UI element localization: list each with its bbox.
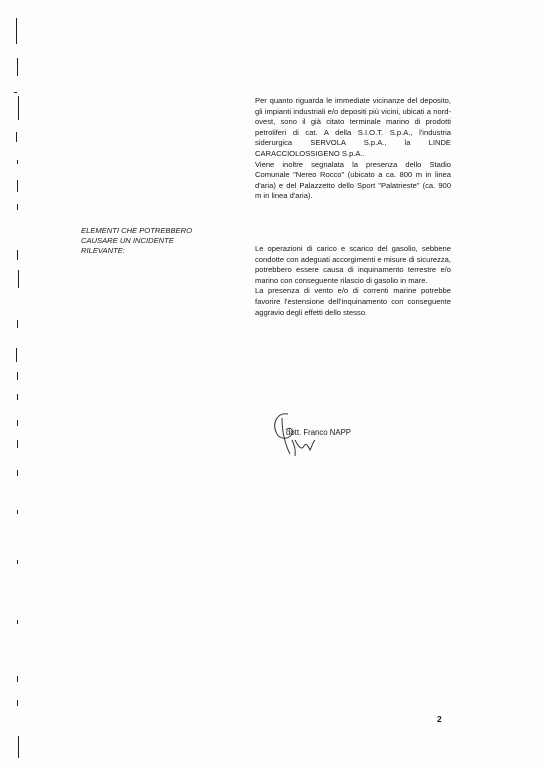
incident-description bbox=[255, 244, 451, 318]
signatory-name: dott. Franco NAPP bbox=[286, 428, 352, 437]
vicinity-description bbox=[255, 96, 451, 202]
scan-edge-marks bbox=[0, 0, 30, 768]
section-label-line: ELEMENTI CHE POTREBBERO bbox=[81, 226, 192, 235]
section-label-line: CAUSARE UN INCIDENTE bbox=[81, 236, 174, 245]
section-label-line: RILEVANTE: bbox=[81, 246, 125, 255]
vicinity-paragraph-1: Per quanto riguarda le immediate vicinanze del deposito, gli impianti industriali e/o depositi più vicini, ubicati a nord-ovest, sono il già citato terminale marino di prodotti petroliferi di cat. A della S.I.O.T. S.p.A., l'industria siderurgica SERVOLA S.p.A., la LINDE CARACCIOLOSSIGENO S.p.A.. bbox=[255, 96, 451, 158]
incident-paragraph-1: Le operazioni di carico e scarico del gasolio, sebbene condotte con adeguati accorgimenti e misure di sicurezza, potrebbero essere causa di inquinamento terrestre e/o marino con conseguente rilascio di gasolio in mare. bbox=[255, 244, 451, 285]
vicinity-paragraph-2: Viene inoltre segnalata la presenza dello Stadio Comunale "Nereo Rocco" (ubicato a ca. 800 m in linea d'aria) e del Palazzetto dello Sport "Palatrieste" (ca. 900 m in linea d'aria). bbox=[255, 159, 451, 201]
page-number: 2 bbox=[437, 714, 442, 724]
section-label-incident-elements bbox=[81, 226, 221, 256]
incident-paragraph-2: La presenza di vento e/o di correnti marine potrebbe favorire l'estensione dell'inquinamento con conseguente aggravio degli effetti dello stesso. bbox=[255, 286, 451, 317]
